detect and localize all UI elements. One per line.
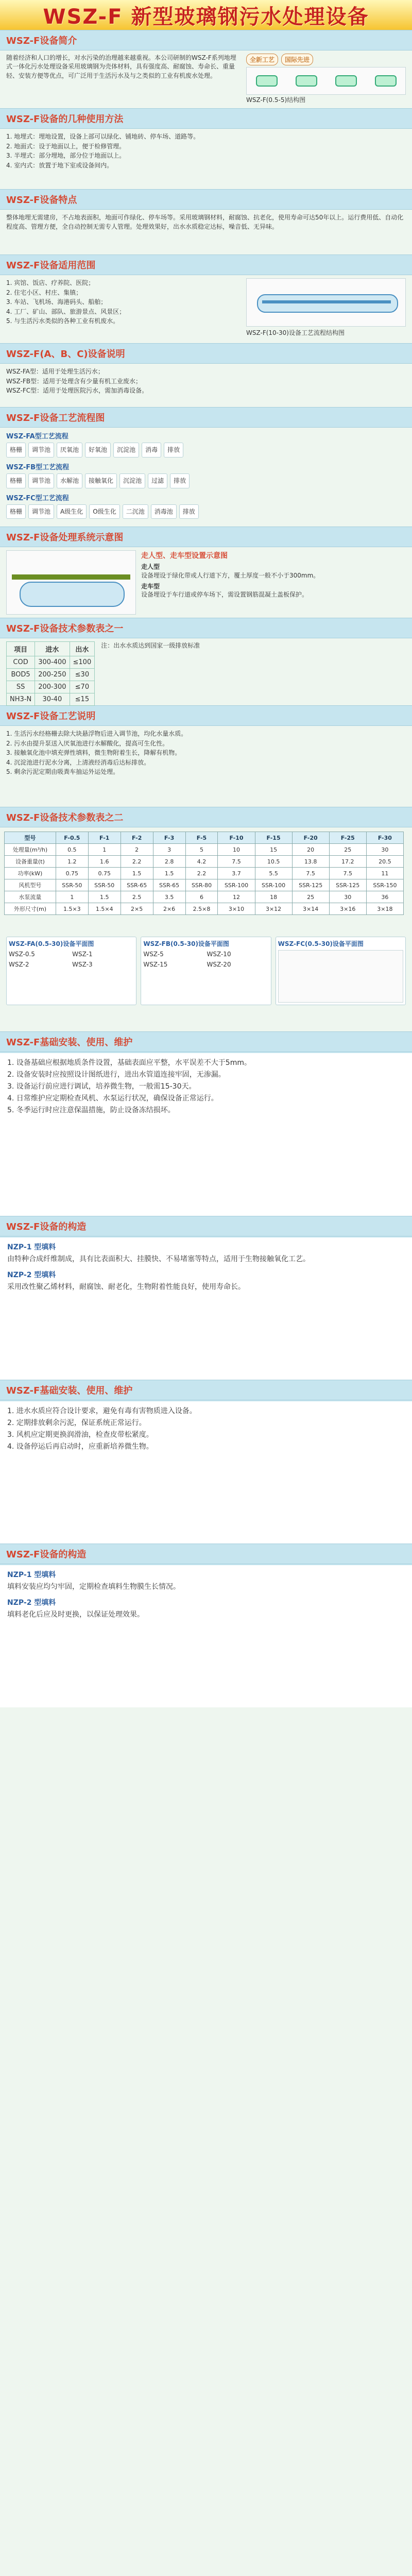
spec2-cell: 3 <box>153 844 185 856</box>
flow-node: 排放 <box>179 504 199 519</box>
spec1-note: 注：出水水质达到国家一级排放标准 <box>101 642 200 649</box>
plan-name: WSZ-FA(0.5-30)设备平面图 <box>9 940 94 947</box>
spec1-cell: ≤30 <box>70 669 95 681</box>
spec2-cell: 2.5 <box>121 891 153 903</box>
spec2-cell: 13.8 <box>292 856 329 868</box>
flow-row <box>6 462 406 488</box>
spec2-cell: SSR-50 <box>56 879 88 891</box>
spec2-cell: 12 <box>218 891 255 903</box>
spec2-cell: 3×10 <box>218 903 255 915</box>
construction2-section <box>0 1564 412 1707</box>
scope-graphic <box>246 278 406 340</box>
basic-title: WSZ-F基础安装、使用、维护 <box>0 1031 412 1052</box>
tank-icon <box>256 75 278 87</box>
basic-paragraph: 5. 冬季运行时应注意保温措施，防止设备冻结损坏。 <box>7 1106 175 1115</box>
usage-section <box>0 129 412 189</box>
spec2-cell: 1.5 <box>153 868 185 879</box>
spec2-cell: 3.7 <box>218 868 255 879</box>
spec2-cell: 1.5 <box>121 868 153 879</box>
flow-node: 厌氧池 <box>57 443 82 457</box>
spec2-cell: 3×14 <box>292 903 329 915</box>
process-paragraph: 5. 剩余污泥定期由吸粪车抽运外运处理。 <box>6 768 119 776</box>
scope-list <box>6 278 241 340</box>
usage-title: WSZ-F设备的几种使用方法 <box>0 108 412 129</box>
basic2-paragraph: 2. 定期排放剩余污泥，保证系统正常运行。 <box>7 1419 146 1428</box>
install-info <box>141 550 406 615</box>
process-paragraph: 4. 沉淀池进行泥水分离，上清液经消毒后达标排放。 <box>6 758 150 766</box>
basic-paragraph: 1. 设备基础应根据地质条件设置，基础表面应平整，水平误差不大于5mm。 <box>7 1059 251 1067</box>
spec2-cell: 6 <box>185 891 218 903</box>
plan-box <box>141 937 271 1005</box>
flow-node: O级生化 <box>89 504 119 519</box>
flow-node: 格栅 <box>6 443 26 457</box>
basic-paragraph: 2. 设备安装时应按照设计图纸进行，进出水管道连接牢固，无渗漏。 <box>7 1071 226 1079</box>
spec2-cell: 36 <box>366 891 403 903</box>
install-section <box>0 547 412 618</box>
spec2-cell: 1.2 <box>56 856 88 868</box>
intro-badge-2: 国际先进 <box>281 54 313 65</box>
scope-item: 3. 车站、飞机场、海港码头、船舶； <box>6 298 107 306</box>
spec2-header: F-3 <box>153 832 185 844</box>
intro-section <box>0 50 412 108</box>
spec1-cell: COD <box>7 656 35 669</box>
flow-row-name: WSZ-FB型工艺流程 <box>6 463 70 471</box>
basic2-paragraph: 3. 风机应定期更换润滑油，检查皮带松紧度。 <box>7 1431 153 1439</box>
spec2-header: F-5 <box>185 832 218 844</box>
scope-item: 2. 住宅小区、村庄、集镇； <box>6 289 82 296</box>
flow-node: 消毒 <box>142 443 161 457</box>
spec2-cell: 18 <box>255 891 292 903</box>
spec1-cell: ≤15 <box>70 693 95 706</box>
install-type-text: 设备埋设于车行道或停车场下，需设置钢筋混凝土盖板保护。 <box>141 591 308 599</box>
features-section <box>0 210 412 255</box>
spec1-header: 进水 <box>35 642 70 656</box>
construction-title: WSZ-F设备的构造 <box>0 1216 412 1236</box>
usage-item: 2. 地面式：设于地面以上，便于检修管理。 <box>6 142 126 150</box>
scope-diagram <box>246 278 406 327</box>
plans-section <box>0 934 412 1031</box>
spec2-cell: SSR-100 <box>218 879 255 891</box>
spec2-header: F-25 <box>329 832 366 844</box>
spec2-cell: 2.8 <box>153 856 185 868</box>
flow-node: 接触氧化 <box>85 473 117 488</box>
flow-row-name: WSZ-FA型工艺流程 <box>6 433 68 440</box>
spec1-cell: 30-40 <box>35 693 70 706</box>
install-title: WSZ-F设备处理系统示意图 <box>0 527 412 547</box>
spec2-header: 型号 <box>5 832 56 844</box>
scope-item: 5. 与生活污水类似的各种工业有机废水。 <box>6 317 119 325</box>
basic2-section <box>0 1400 412 1544</box>
flow-node: 二沉池 <box>123 504 148 519</box>
flow-node: 调节池 <box>28 473 54 488</box>
plan-box <box>276 937 406 1005</box>
spec2-cell: 3×12 <box>255 903 292 915</box>
spec2-cell: 风机型号 <box>5 879 56 891</box>
plan-name: WSZ-FC(0.5-30)设备平面图 <box>278 940 364 947</box>
abc-item: WSZ-FC型：适用于处理医院污水，需加消毒设备。 <box>6 387 148 395</box>
construction2-text: 填料安装应均匀牢固，定期检查填料生物膜生长情况。 <box>7 1583 180 1591</box>
flow-node: 排放 <box>164 443 183 457</box>
process-title: WSZ-F设备工艺说明 <box>0 705 412 726</box>
plan-variant: WSZ-3 <box>72 960 93 968</box>
spec2-header: F-10 <box>218 832 255 844</box>
flow-node: 消毒池 <box>151 504 177 519</box>
spec2-header: F-1 <box>88 832 121 844</box>
usage-item: 3. 半埋式：部分埋地，部分位于地面以上。 <box>6 152 126 160</box>
construction-label: NZP-1 型填料 <box>7 1243 56 1251</box>
plan-variant: WSZ-20 <box>207 960 231 968</box>
flow-node: 沉淀池 <box>119 473 145 488</box>
construction2-label: NZP-2 型填料 <box>7 1599 56 1607</box>
spec2-cell: 25 <box>329 844 366 856</box>
spec2-cell: 5 <box>185 844 218 856</box>
spec2-header: F-2 <box>121 832 153 844</box>
spec2-cell: 2.2 <box>121 856 153 868</box>
flow-node: 好氧池 <box>85 443 111 457</box>
spec1-section <box>0 638 412 705</box>
spec2-cell: 1.6 <box>88 856 121 868</box>
spec2-cell: 5.5 <box>255 868 292 879</box>
spec2-cell: 2×6 <box>153 903 185 915</box>
spec2-table <box>4 832 404 915</box>
spec2-cell: 11 <box>366 868 403 879</box>
tank-icon <box>375 75 397 87</box>
process-section <box>0 726 412 807</box>
spec2-cell: 7.5 <box>329 868 366 879</box>
flow-node: 排放 <box>170 473 190 488</box>
spec2-cell: 0.5 <box>56 844 88 856</box>
spec2-cell: 外形尺寸(m) <box>5 903 56 915</box>
spec2-cell: 3.5 <box>153 891 185 903</box>
spec2-cell: SSR-100 <box>255 879 292 891</box>
intro-diagram <box>246 67 406 95</box>
install-type-text: 设备埋设于绿化带或人行道下方，覆土厚度一般不小于300mm。 <box>141 571 320 579</box>
spec2-cell: 2.5×8 <box>185 903 218 915</box>
spec1-cell: 200-250 <box>35 669 70 681</box>
spec2-cell: 3×18 <box>366 903 403 915</box>
basic-paragraph: 4. 日常维护应定期检查风机、水泵运行状况，确保设备正常运行。 <box>7 1094 218 1103</box>
flow-node: 调节池 <box>28 504 54 519</box>
plan-diagram <box>278 950 403 1003</box>
basic2-paragraph: 4. 设备停运后再启动时，应重新培养微生物。 <box>7 1443 153 1451</box>
abc-item: WSZ-FA型：适用于处理生活污水； <box>6 368 104 375</box>
spec2-cell: 1.5×4 <box>88 903 121 915</box>
spec2-cell: 17.2 <box>329 856 366 868</box>
flow-row <box>6 493 406 519</box>
spec2-cell: 设备重量(t) <box>5 856 56 868</box>
basic2-title: WSZ-F基础安装、使用、维护 <box>0 1380 412 1400</box>
scope-title: WSZ-F设备适用范围 <box>0 255 412 275</box>
spec2-header: F-0.5 <box>56 832 88 844</box>
plan-variant: WSZ-15 <box>143 960 168 968</box>
plan-name: WSZ-FB(0.5-30)设备平面图 <box>143 940 229 947</box>
abc-item: WSZ-FB型：适用于处理含有少量有机工业废水； <box>6 377 142 385</box>
usage-item: 1. 地埋式：埋地设置，设备上部可以绿化、铺地砖、停车场、道路等。 <box>6 133 200 140</box>
abc-title: WSZ-F(A、B、C)设备说明 <box>0 343 412 364</box>
flow-node: 沉淀池 <box>113 443 139 457</box>
install-type-name: 走人型 <box>141 563 160 570</box>
plan-variant: WSZ-0.5 <box>9 951 35 958</box>
construction2-text: 填料老化后应及时更换，以保证处理效果。 <box>7 1611 144 1619</box>
spec2-header: F-30 <box>366 832 403 844</box>
plan-box <box>6 937 136 1005</box>
spec1-table <box>6 641 95 706</box>
plan-variant: WSZ-1 <box>72 951 93 958</box>
spec2-cell: 0.75 <box>56 868 88 879</box>
basic-section <box>0 1052 412 1216</box>
install-diagram <box>6 550 136 615</box>
spec1-title: WSZ-F设备技术参数表之一 <box>0 618 412 638</box>
spec2-header: F-15 <box>255 832 292 844</box>
spec2-cell: 1.5×3 <box>56 903 88 915</box>
features-text: 整体地埋无需建房，不占地表面积，地面可作绿化、停车场等。采用玻璃钢材料，耐腐蚀、抗老化，使用寿命可达50年以上。运行费用低、自动化程度高、管理方便，全自动控制无需专人管理。处理效果好，出水水质稳定达标，噪音低、无异味。 <box>6 214 404 230</box>
spec2-cell: 功率(kW) <box>5 868 56 879</box>
flow-row-name: WSZ-FC型工艺流程 <box>6 494 69 502</box>
tank-icon <box>296 75 317 87</box>
scope-item: 4. 工厂、矿山、部队、旅游景点、风景区； <box>6 308 126 315</box>
spec2-header: F-20 <box>292 832 329 844</box>
spec2-cell: SSR-50 <box>88 879 121 891</box>
process-paragraph: 2. 污水由提升泵送入厌氧池进行水解酸化，提高可生化性。 <box>6 739 169 747</box>
spec2-cell: 2.2 <box>185 868 218 879</box>
spec2-cell: 20.5 <box>366 856 403 868</box>
spec2-cell: 1.5 <box>88 891 121 903</box>
construction-text: 由特种合成纤维制成，具有比表面积大、挂膜快、不易堵塞等特点，适用于生物接触氧化工艺。 <box>7 1255 310 1264</box>
spec2-cell: SSR-150 <box>366 879 403 891</box>
process-paragraph: 1. 生活污水经格栅去除大块悬浮物后进入调节池，均化水量水质。 <box>6 730 187 737</box>
construction2-title: WSZ-F设备的构造 <box>0 1544 412 1564</box>
spec2-section <box>0 827 412 934</box>
construction-section <box>0 1236 412 1380</box>
process-paragraph: 3. 接触氧化池中填充弹性填料，微生物附着生长，降解有机物。 <box>6 749 181 757</box>
intro-caption: WSZ-F(0.5-5)结构图 <box>246 96 306 104</box>
spec2-cell: SSR-80 <box>185 879 218 891</box>
spec2-cell: SSR-65 <box>153 879 185 891</box>
spec2-cell: 2×5 <box>121 903 153 915</box>
spec2-cell: 10 <box>218 844 255 856</box>
spec2-cell: 10.5 <box>255 856 292 868</box>
flow-title: WSZ-F设备工艺流程图 <box>0 407 412 428</box>
spec2-cell: 处理量(m³/h) <box>5 844 56 856</box>
install-walk-title: 走人型、走车型设置示意图 <box>141 552 228 560</box>
construction-text: 采用改性聚乙烯材料，耐腐蚀、耐老化，生物附着性能良好，使用寿命长。 <box>7 1283 245 1292</box>
banner-title: WSZ-F 新型玻璃钢污水处理设备 <box>43 5 369 29</box>
spec1-cell: ≤100 <box>70 656 95 669</box>
spec2-cell: 7.5 <box>292 868 329 879</box>
plan-variant: WSZ-10 <box>207 951 231 958</box>
usage-item: 4. 室内式：放置于地下室或设备间内。 <box>6 161 113 169</box>
spec1-cell: BOD5 <box>7 669 35 681</box>
spec2-cell: 30 <box>366 844 403 856</box>
flow-section <box>0 428 412 527</box>
scope-section <box>0 275 412 343</box>
basic-paragraph: 3. 设备运行前应进行调试，培养微生物，一般需15-30天。 <box>7 1082 196 1091</box>
spec2-cell: SSR-125 <box>329 879 366 891</box>
flow-node: 水解池 <box>57 473 82 488</box>
spec2-cell: 7.5 <box>218 856 255 868</box>
flow-node: 格栅 <box>6 504 26 519</box>
scope-caption: WSZ-F(10-30)设备工艺流程结构图 <box>246 329 345 336</box>
spec1-cell: NH3-N <box>7 693 35 706</box>
construction-label: NZP-2 型填料 <box>7 1271 56 1280</box>
spec1-cell: 200-300 <box>35 681 70 693</box>
top-banner <box>0 0 412 30</box>
flow-node: 过滤 <box>148 473 167 488</box>
features-title: WSZ-F设备特点 <box>0 189 412 210</box>
spec2-cell: 4.2 <box>185 856 218 868</box>
spec1-cell: ≤70 <box>70 681 95 693</box>
spec2-cell: 水泵流量 <box>5 891 56 903</box>
spec2-cell: SSR-125 <box>292 879 329 891</box>
spec2-cell: 20 <box>292 844 329 856</box>
spec2-cell: 1 <box>56 891 88 903</box>
plan-variant: WSZ-2 <box>9 960 29 968</box>
spec1-cell: 300-400 <box>35 656 70 669</box>
spec2-cell: 0.75 <box>88 868 121 879</box>
intro-graphic <box>246 54 406 105</box>
spec2-title: WSZ-F设备技术参数表之二 <box>0 807 412 827</box>
abc-section <box>0 364 412 407</box>
intro-badge-1: 全新工艺 <box>246 54 278 65</box>
plan-variant: WSZ-5 <box>143 951 164 958</box>
spec1-header: 出水 <box>70 642 95 656</box>
intro-text: 随着经济和人口的增长，对水污染的治理越来越重视。本公司研制的WSZ-F系列地埋式一体化污水处理设备采用玻璃钢为壳体材料，具有强度高、耐腐蚀、寿命长、重量轻、安装方便等优点，可广泛用于生活污水及与之类似的工业有机废水处理。 <box>6 54 236 79</box>
basic2-paragraph: 1. 进水水质应符合设计要求，避免有毒有害物质进入设备。 <box>7 1407 197 1415</box>
flow-node: A级生化 <box>57 504 87 519</box>
spec2-cell: 3×16 <box>329 903 366 915</box>
spec2-cell: 2 <box>121 844 153 856</box>
flow-row <box>6 431 406 457</box>
intro-title: WSZ-F设备简介 <box>0 30 412 50</box>
tank-icon <box>335 75 357 87</box>
spec2-cell: 1 <box>88 844 121 856</box>
construction2-label: NZP-1 型填料 <box>7 1571 56 1579</box>
spec2-cell: SSR-65 <box>121 879 153 891</box>
spec1-header: 项目 <box>7 642 35 656</box>
install-type-name: 走车型 <box>141 582 160 590</box>
flow-node: 调节池 <box>28 443 54 457</box>
flow-node: 格栅 <box>6 473 26 488</box>
scope-item: 1. 宾馆、饭店、疗养院、医院； <box>6 279 95 286</box>
spec2-cell: 25 <box>292 891 329 903</box>
spec2-cell: 15 <box>255 844 292 856</box>
spec2-cell: 30 <box>329 891 366 903</box>
spec1-cell: SS <box>7 681 35 693</box>
